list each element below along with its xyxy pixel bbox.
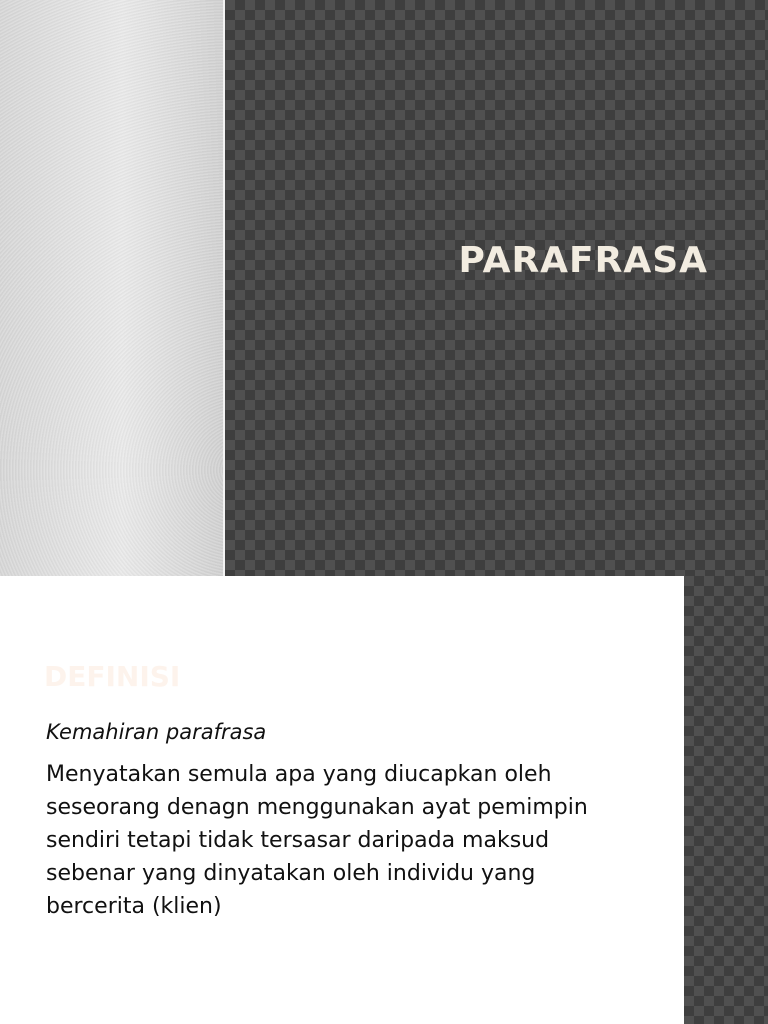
left-gradient-panel	[0, 0, 223, 576]
slide-title: PARAFRASA	[458, 240, 708, 281]
definition-slide	[0, 576, 768, 1024]
diamond-pattern-panel	[225, 0, 768, 576]
definition-heading: DEFINISI	[44, 660, 181, 693]
diamond-pattern-strip	[684, 576, 768, 1024]
definition-body: Menyatakan semula apa yang diucapkan oleh seseorang denagn menggunakan ayat pemimpin sendiri tetapi tidak tersasar daripada maksud sebenar yang dinyatakan oleh individu yang bercerita (klien)	[46, 762, 588, 919]
definition-subtitle: Kemahiran parafrasa	[46, 720, 267, 744]
